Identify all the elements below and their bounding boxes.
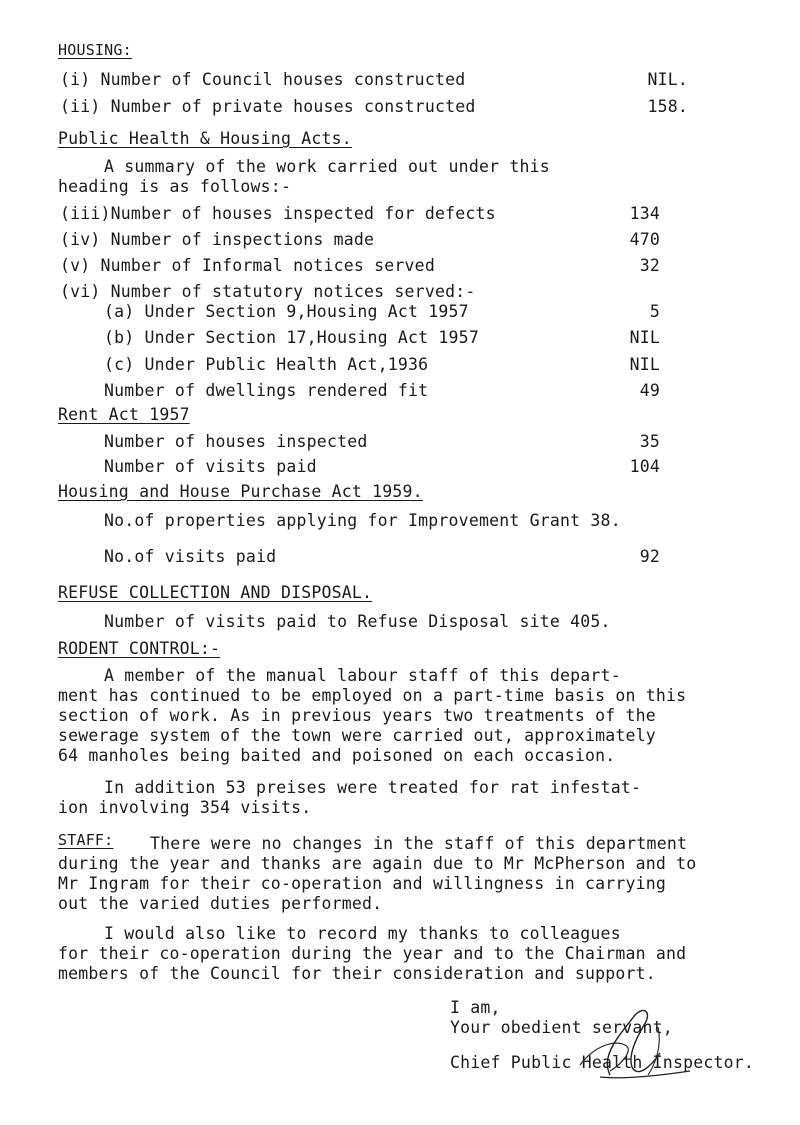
rodent-para1-line3: section of work. As in previous years two treatments of the (58, 706, 656, 725)
dwellings-fit-value: 49 (639, 381, 660, 400)
housing-item-i-label: (i) Number of Council houses constructed (60, 70, 466, 89)
item-iii-value: 134 (629, 204, 660, 223)
housing-heading: HOUSING: (58, 41, 132, 59)
housing-item-i-value: NIL. (647, 70, 688, 89)
closing-line-3: Chief Public Health Inspector. (450, 1053, 755, 1072)
rent-act-heading: Rent Act 1957 (58, 405, 190, 424)
rodent-para2-line2: ion involving 354 visits. (58, 798, 312, 817)
item-vi-a-value: 5 (649, 302, 660, 321)
closing-line-2: Your obedient servant, (450, 1018, 673, 1037)
housing-item-ii-label: (ii) Number of private houses constructed (60, 97, 476, 116)
staff-para1-line1: There were no changes in the staff of this department (150, 834, 688, 853)
dwellings-fit-label: Number of dwellings rendered fit (104, 381, 429, 400)
refuse-visits-line: Number of visits paid to Refuse Disposal site 405. (104, 612, 611, 631)
rodent-para1-line5: 64 manholes being baited and poisoned on each occasion. (58, 746, 616, 765)
item-v-value: 32 (639, 256, 660, 275)
item-vi-c-label: (c) Under Public Health Act,1936 (104, 355, 429, 374)
staff-heading: STAFF: (58, 831, 114, 849)
rodent-heading: RODENT CONTROL:- (58, 639, 221, 658)
rent-act-visits-label: Number of visits paid (104, 457, 317, 476)
refuse-heading: REFUSE COLLECTION AND DISPOSAL. (58, 583, 373, 602)
rodent-para1-line2: ment has continued to be employed on a part-time basis on this (58, 686, 687, 705)
public-health-intro-line-2: heading is as follows:- (58, 177, 292, 196)
item-iii-label: (iii)Number of houses inspected for defects (60, 204, 496, 223)
public-health-heading: Public Health & Housing Acts. (58, 129, 352, 148)
item-vi-a-label: (a) Under Section 9,Housing Act 1957 (104, 302, 469, 321)
item-iv-value: 470 (629, 230, 660, 249)
staff-para1-line4: out the varied duties performed. (58, 894, 383, 913)
rodent-para2-line1: In addition 53 preises were treated for rat infestat- (104, 778, 642, 797)
rodent-para1-line1: A member of the manual labour staff of this depart- (104, 666, 621, 685)
item-vi-b-label: (b) Under Section 17,Housing Act 1957 (104, 328, 479, 347)
item-v-label: (v) Number of Informal notices served (60, 256, 435, 275)
rent-act-visits-value: 104 (629, 457, 660, 476)
staff-para2-line2: for their co-operation during the year and to the Chairman and (58, 944, 687, 963)
closing-line-1: I am, (450, 998, 501, 1017)
purchase-act-visits-label: No.of visits paid (104, 547, 277, 566)
housing-item-ii-value: 158. (647, 97, 688, 116)
item-vi-b-value: NIL (629, 328, 660, 347)
staff-para1-line2: during the year and thanks are again due to Mr McPherson and to (58, 854, 697, 873)
rent-act-inspected-label: Number of houses inspected (104, 432, 368, 451)
staff-para2-line3: members of the Council for their consideration and support. (58, 964, 656, 983)
staff-para1-line3: Mr Ingram for their co-operation and willingness in carrying (58, 874, 667, 893)
rent-act-inspected-value: 35 (639, 432, 660, 451)
purchase-act-visits-value: 92 (639, 547, 660, 566)
signature (540, 1005, 700, 1083)
staff-para2-line1: I would also like to record my thanks to colleagues (104, 924, 621, 943)
purchase-act-heading: Housing and House Purchase Act 1959. (58, 482, 423, 501)
rodent-para1-line4: sewerage system of the town were carried out, approximately (58, 726, 656, 745)
improvement-grant-line: No.of properties applying for Improvement Grant 38. (104, 511, 621, 530)
item-iv-label: (iv) Number of inspections made (60, 230, 375, 249)
item-vi-c-value: NIL (629, 355, 660, 374)
item-vi-label: (vi) Number of statutory notices served:- (60, 282, 476, 301)
public-health-intro-line-1: A summary of the work carried out under this (104, 157, 550, 176)
